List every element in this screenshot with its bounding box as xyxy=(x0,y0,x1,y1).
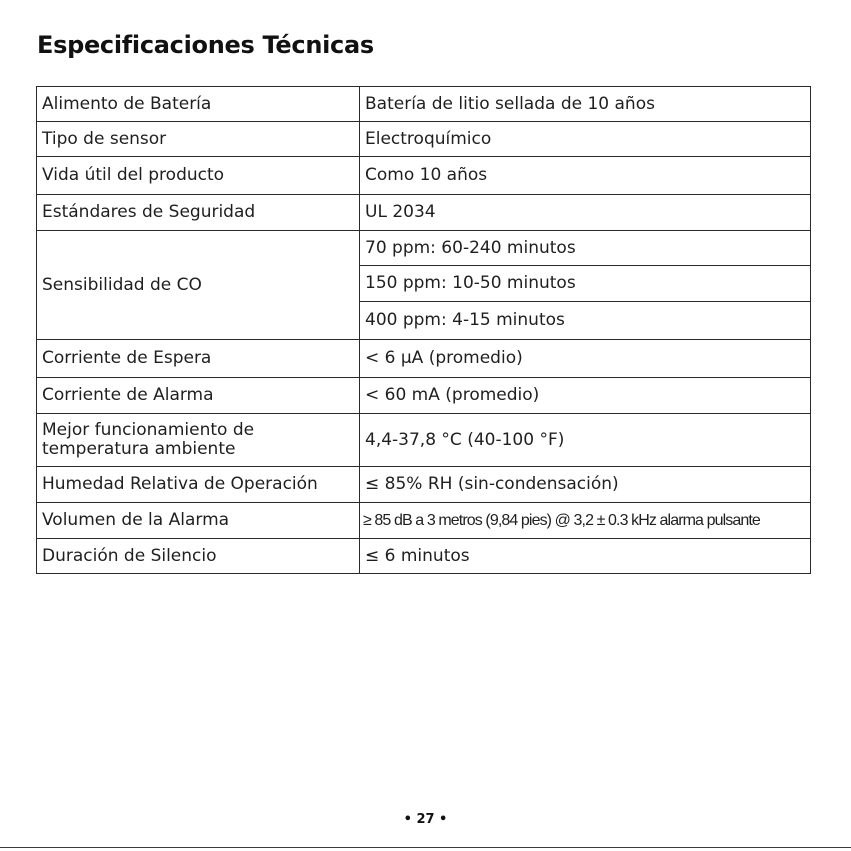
spec-value: UL 2034 xyxy=(360,195,811,231)
spec-value: 150 ppm: 10-50 minutos xyxy=(360,266,811,302)
spec-value: ≤ 85% RH (sin-condensación) xyxy=(360,467,811,503)
spec-value: Batería de litio sellada de 10 años xyxy=(360,87,811,122)
table-row xyxy=(37,467,811,503)
page-bottom-divider xyxy=(0,847,851,848)
spec-value: 70 ppm: 60-240 minutos xyxy=(360,231,811,266)
spec-label: Mejor funcionamiento de temperatura ambiente xyxy=(37,414,360,467)
spec-label: Vida útil del producto xyxy=(37,157,360,195)
spec-label: Volumen de la Alarma xyxy=(37,503,360,539)
table-row xyxy=(37,539,811,574)
table-row xyxy=(37,414,811,467)
table-row xyxy=(37,122,811,157)
spec-label: Tipo de sensor xyxy=(37,122,360,157)
spec-label: Estándares de Seguridad xyxy=(37,195,360,231)
specifications-table xyxy=(36,86,811,574)
spec-value: 4,4-37,8 °C (40-100 °F) xyxy=(360,414,811,467)
page-number: • 27 • xyxy=(403,812,448,827)
spec-value: < 60 mA (promedio) xyxy=(360,378,811,414)
table-row xyxy=(37,340,811,378)
table-row xyxy=(37,157,811,195)
page-title: Especificaciones Técnicas xyxy=(37,31,374,59)
spec-value: ≤ 6 minutos xyxy=(360,539,811,574)
spec-label: Alimento de Batería xyxy=(37,87,360,122)
spec-label: Humedad Relativa de Operación xyxy=(37,467,360,503)
spec-value: ≥ 85 dB a 3 metros (9,84 pies) @ 3,2 ± 0.3 kHz alarma pulsante xyxy=(360,503,811,539)
table-row xyxy=(37,378,811,414)
spec-value: Como 10 años xyxy=(360,157,811,195)
spec-value: < 6 μA (promedio) xyxy=(360,340,811,378)
spec-label: Corriente de Espera xyxy=(37,340,360,378)
spec-label: Sensibilidad de CO xyxy=(37,231,360,340)
spec-label: Corriente de Alarma xyxy=(37,378,360,414)
spec-value: 400 ppm: 4-15 minutos xyxy=(360,302,811,340)
table-row xyxy=(37,195,811,231)
table-row xyxy=(37,231,811,266)
spec-value: Electroquímico xyxy=(360,122,811,157)
table-row xyxy=(37,87,811,122)
table-row xyxy=(37,503,811,539)
spec-label: Duración de Silencio xyxy=(37,539,360,574)
